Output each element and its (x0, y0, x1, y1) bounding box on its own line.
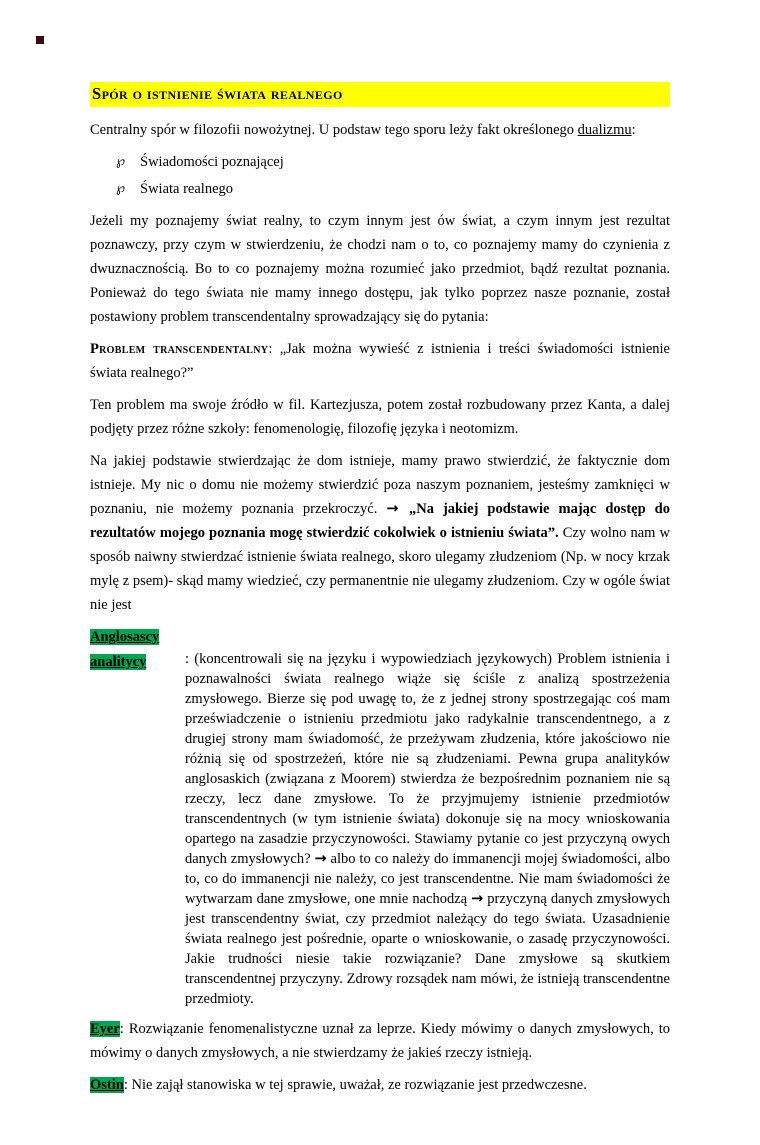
transcendental-problem-paragraph: Problem transcendentalny: „Jak można wywieść z istnienia i treści świadomości istnienie świata realnego?” (90, 341, 670, 381)
anglo-analysts-body: : (koncentrowali się na języku i wypowiedziach językowych) Problem istnienia i poznawalności świata realnego wiąże się ściśle z analizą spostrzeżenia zmysłowego. Bierze się pod uwagę to, że z jednej strony spostrzegając coś mam przeświadczenie o istnieniu przedmiotu jako radykalnie transcendentnego, a z drugiej strony mam świadomość, że przeżywam złudzenia, które jakościowo nie różnią się od spostrzeżeń, które nie są złudzeniami. Pewna grupa analityków anglosaskich (związana z Moorem) stwierdza że bezpośrednim poznaniem nie są rzeczy, lecz dane zmysłowe. To że przyjmujemy istnienie przedmiotów transcendentnych (w tym istnienie świata) dokonuje się na mocy wnioskowania opartego na zasadzie przyczynowości. Stawiamy pytanie co jest przyczyną owych danych zmysłowych? → albo to co należy do immanencji mojej świadomości, albo to, co do immanencji nie należy, co jest transcendentne. Nie mam świadomości że wytwarzam dane zmysłowe, one mnie nachodzą → przyczyną danych zmysłowych jest transcendentny świat, czy przedmiot należący do tego świata. Uzasadnienie świata realnego jest pośrednie, oparte o wnioskowanie, o zasadę przyczynowości. Jakie trudności niesie takie rozwiązanie? Dane zmysłowe są skutkiem transcendentnej przyczyny. Zdrowy rozsądek nam mówi, że istnieją transcendentne przedmioty. (185, 651, 670, 1007)
bullet-icon: ℘ (116, 154, 126, 169)
house-example-paragraph: Na jakiej podstawie stwierdzając że dom istnieje, mamy prawo stwierdzić, że faktycznie dom istnieje. My nic o domu nie możemy stwierdzić poza naszym poznaniem, jesteśmy zamknięci w poznaniu, nie możemy poznania przekroczyć. → „Na jakiej podstawie mając dostęp do rezultatów mojego poznania mogę stwierdzić cokolwiek o istnieniu świata”. Czy wolno nam w sposób naiwny stwierdzać istnienie świata realnego, skoro ulegamy złudzeniom (Np. w nocy krzak mylę z psem)- skąd mamy wiedzieć, czy permanentnie nie ulegamy złudzeniom. Czy w ogóle świat nie jest (90, 453, 671, 613)
dualism-list (116, 150, 670, 201)
ostin-paragraph: Ostin: Nie zajął stanowiska w tej sprawie, uważał, ze rozwiązanie jest przedwczesne. (90, 1077, 587, 1093)
term-line (90, 625, 185, 649)
list-item (116, 177, 670, 201)
anglo-analysts-term (90, 625, 185, 1009)
list-item (116, 150, 670, 174)
intro-paragraph: Centralny spór w filozofii nowożytnej. U podstaw tego sporu leży fakt określonego dualizmu: (90, 122, 636, 138)
anglo-analysts-section (90, 625, 670, 1009)
epistemology-paragraph: Jeżeli my poznajemy świat realny, to czym innym jest ów świat, a czym innym jest rezultat poznawczy, przy czym w stwierdzeniu, że chodzi nam o to, co poznajemy mamy do czynienia z dwuznacznością. Bo to co poznajemy można rozumieć jako przedmiot, bądź rezultat poznania. Ponieważ do tego świata nie mamy innego dostępu, jak tylko poprzez nasze poznanie, został postawiony problem transcendentalny sprowadzający się do pytania: (90, 213, 670, 325)
term-highlight: Anglosascy (90, 629, 160, 645)
term-line (90, 650, 185, 674)
eyer-paragraph: Eyer: Rozwiązanie fenomenalistyczne uznał za leprze. Kiedy mówimy o danych zmysłowych, to mówimy o danych zmysłowych, a nie stwierdzamy że jakieś rzeczy istnieją. (90, 1021, 670, 1061)
list-item-text: Świadomości poznającej (140, 154, 284, 170)
bullet-icon: ℘ (116, 181, 126, 196)
list-item-text: Świata realnego (140, 181, 234, 197)
document-title: Spór o istnienie świata realnego (90, 82, 670, 107)
corner-mark (36, 36, 44, 44)
term-highlight: analitycy (90, 654, 147, 670)
sources-paragraph: Ten problem ma swoje źródło w fil. Kartezjusza, potem został rozbudowany przez Kanta, a dalej podjęty przez różne szkoły: fenomenologię, filozofię języka i neotomizm. (90, 397, 670, 437)
